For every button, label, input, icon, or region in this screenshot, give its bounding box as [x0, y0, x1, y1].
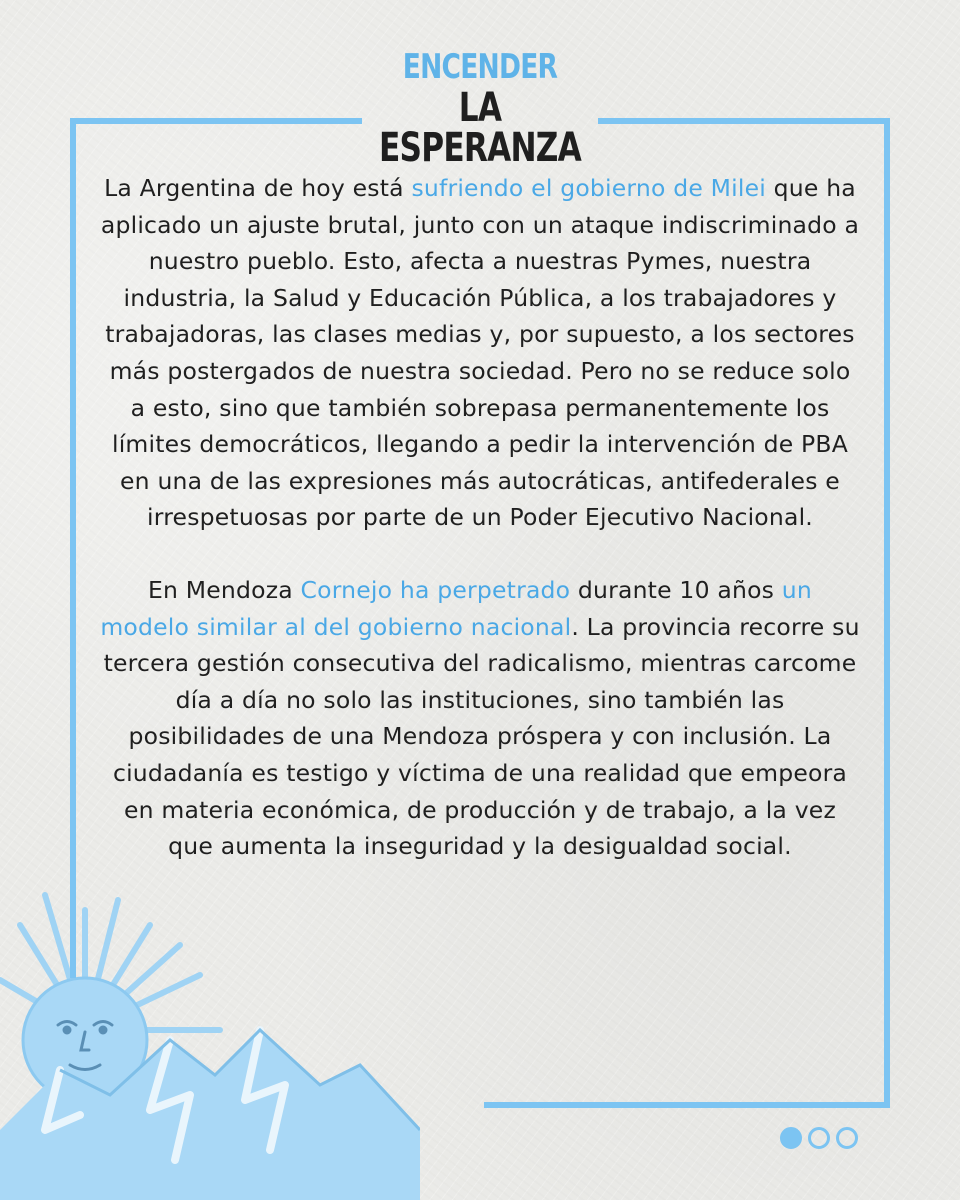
highlight-text: un modelo similar al del gobierno nacional	[100, 575, 812, 641]
carousel-dot-1[interactable]	[780, 1127, 802, 1149]
paragraph-argentina	[100, 170, 860, 536]
paragraph-text: . La provincia recorre su tercera gestión consecutiva del radicalismo, mientras carcome día a día no solo las instituciones, sino también las posibilidades de una Mendoza próspera y con inclusión. La ciudadanía es testigo y víctima de una realidad que empeora en materia económica, de producción y de trabajo, a la vez que aumenta la inseguridad y la desigualdad social.	[103, 612, 860, 861]
paragraph-text: En Mendoza	[147, 575, 301, 604]
frame-border-left	[70, 118, 76, 978]
paragraph-text: durante 10 años	[570, 575, 782, 604]
frame-border-top-left	[70, 118, 362, 124]
frame-border-right	[884, 118, 890, 1102]
body-text	[100, 170, 860, 865]
paragraph-text: que ha aplicado un ajuste brutal, junto con un ataque indiscriminado a nuestro pueblo. Esto, afecta a nuestras Pymes, nuestra industria, la Salud y Educación Pública, a los trabajadores y trabajadoras, las clases medias y, por supuesto, a los sectores más postergados de nuestra sociedad. Pero no se reduce solo a esto, sino que también sobrepasa permanentemente los límites democráticos, llegando a pedir la intervención de PBA en una de las expresiones más autocráticas, antifederales e irrespetuosas por parte de un Poder Ejecutivo Nacional.	[100, 174, 860, 532]
carousel-indicator	[780, 1127, 858, 1155]
frame-border-top-right	[598, 118, 890, 124]
carousel-dot-2[interactable]	[808, 1127, 830, 1149]
highlight-text: sufriendo el gobierno de Milei	[411, 174, 766, 202]
title-line-la-esperanza: LA ESPERANZA	[379, 85, 581, 171]
page-title	[340, 47, 620, 171]
carousel-dot-3[interactable]	[836, 1127, 858, 1149]
highlight-text: Cornejo ha perpetrado	[300, 575, 571, 604]
sun-mountains-illustration	[0, 880, 420, 1200]
paragraph-text: La Argentina de hoy está	[104, 174, 412, 202]
frame-border-bottom	[484, 1102, 890, 1108]
title-line-encender: ENCENDER	[402, 47, 558, 87]
paragraph-mendoza	[100, 572, 860, 865]
